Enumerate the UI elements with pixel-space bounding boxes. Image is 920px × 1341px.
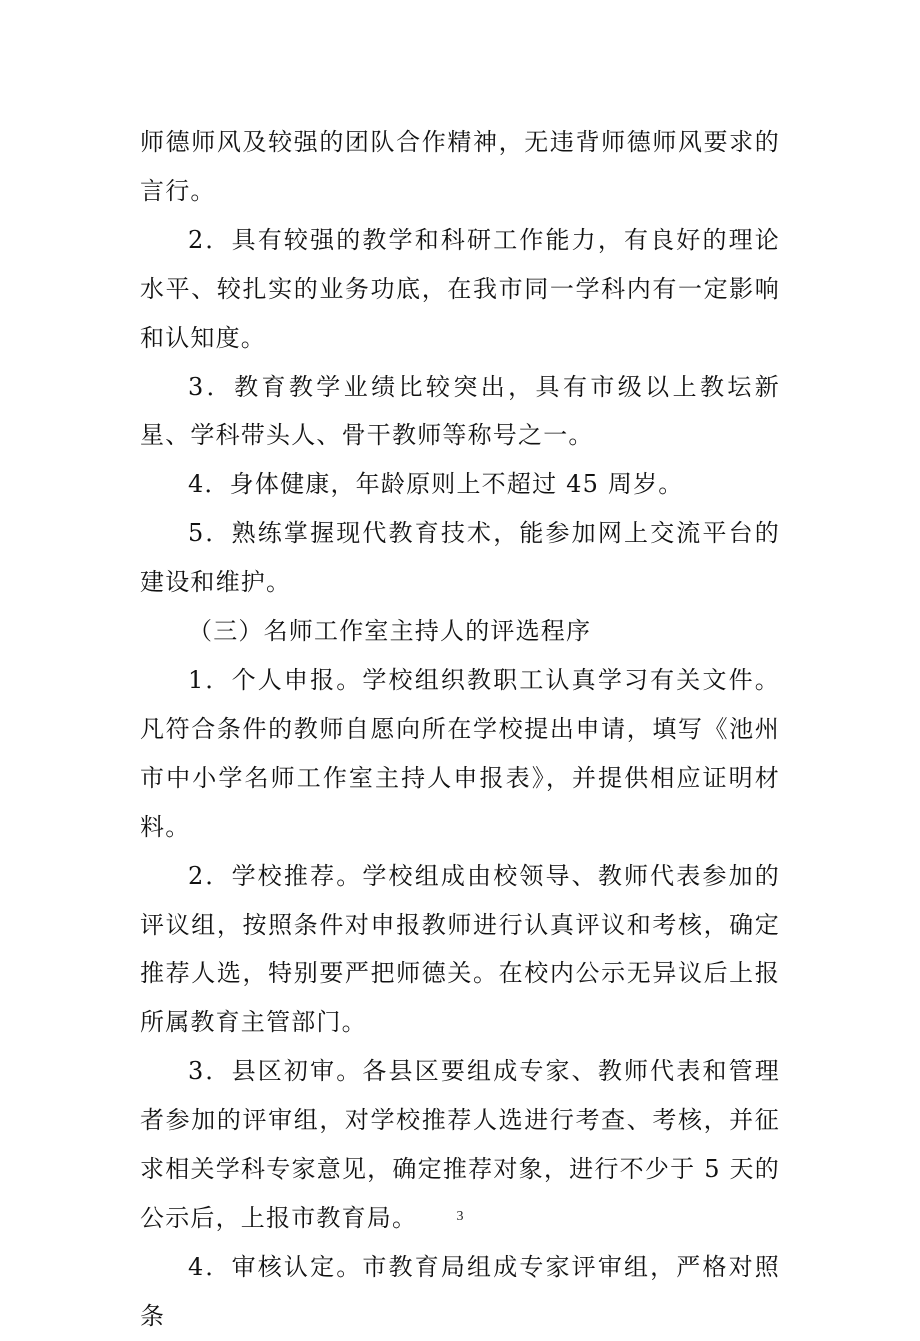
page-number: 3 bbox=[456, 1209, 464, 1224]
body-text bbox=[140, 118, 780, 1341]
paragraph-criterion-4: 4．身体健康，年龄原则上不超过 45 周岁。 bbox=[188, 470, 684, 499]
paragraph-procedure-1: 1．个人申报。学校组织教职工认真学习有关文件。凡符合条件的教师自愿向所在学校提出申请，填写《池州市中小学名师工作室主持人申报表》，并提供相应证明材料。 bbox=[140, 665, 780, 841]
paragraph-criterion-2: 2．具有较强的教学和科研工作能力，有良好的理论水平、较扎实的业务功底，在我市同一学科内有一定影响和认知度。 bbox=[140, 225, 780, 352]
paragraph-procedure-4: 4．审核认定。市教育局组成专家评审组，严格对照条 bbox=[140, 1252, 780, 1330]
paragraph-criterion-5: 5．熟练掌握现代教育技术，能参加网上交流平台的建设和维护。 bbox=[140, 519, 780, 597]
paragraph-procedure-2: 2．学校推荐。学校组成由校领导、教师代表参加的评议组，按照条件对申报教师进行认真评议和考核，确定推荐人选，特别要严把师德关。在校内公示无异议后上报所属教育主管部门。 bbox=[140, 861, 780, 1037]
paragraph-criterion-3: 3．教育教学业绩比较突出，具有市级以上教坛新星、学科带头人、骨干教师等称号之一。 bbox=[140, 372, 780, 450]
paragraph-procedure-3: 3．县区初审。各县区要组成专家、教师代表和管理者参加的评审组，对学校推荐人选进行考查、考核，并征求相关学科专家意见，确定推荐对象，进行不少于 5 天的公示后，上报市教育局。 bbox=[140, 1057, 780, 1232]
paragraph-continuation: 师德师风及较强的团队合作精神，无违背师德师风要求的言行。 bbox=[140, 128, 780, 205]
section-heading: （三）名师工作室主持人的评选程序 bbox=[188, 617, 592, 646]
